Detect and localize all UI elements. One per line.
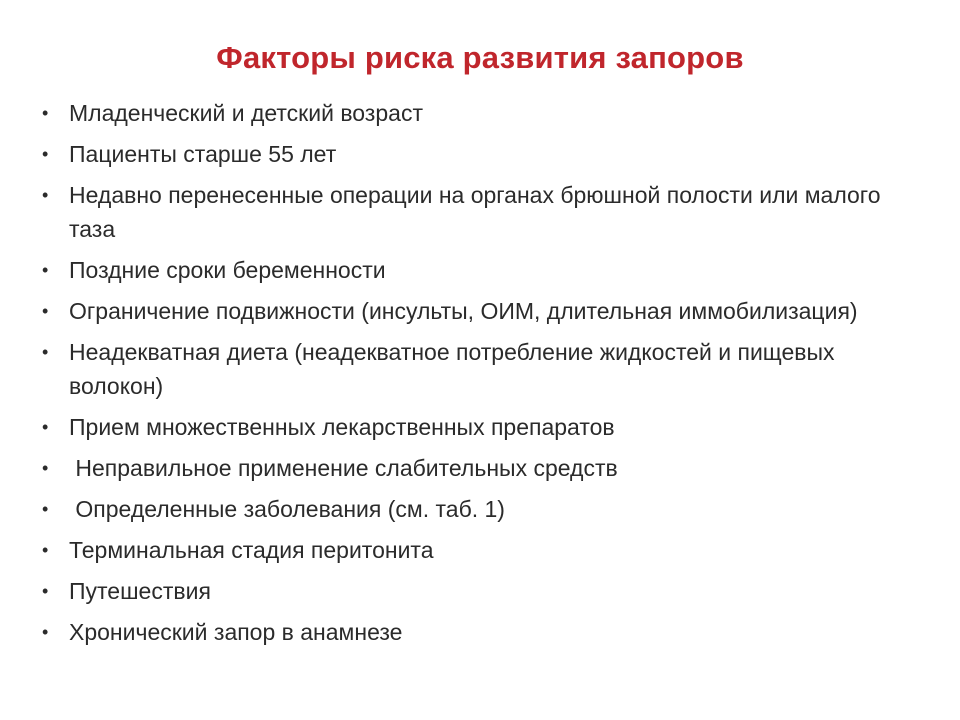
list-item: [42, 574, 912, 608]
list-item-text: Младенческий и детский возраст: [69, 100, 423, 126]
list-item-text: Неправильное применение слабительных средств: [69, 455, 618, 481]
list-item-text: Неадекватная диета (неадекватное потребление жидкостей и пищевых волокон): [69, 339, 841, 399]
list-item-text: Пациенты старше 55 лет: [69, 141, 337, 167]
bullet-icon: •: [42, 103, 49, 123]
risk-factor-list: [42, 96, 912, 656]
bullet-icon: •: [42, 417, 49, 437]
list-item: [42, 533, 912, 567]
list-item: [42, 294, 912, 328]
bullet-icon: •: [42, 301, 49, 321]
list-item-text: Определенные заболевания (см. таб. 1): [69, 496, 505, 522]
list-item-text: Терминальная стадия перитонита: [69, 537, 434, 563]
list-item: [42, 137, 912, 171]
list-item: [42, 451, 912, 485]
bullet-icon: •: [42, 581, 49, 601]
list-item-text: Хронический запор в анамнезе: [69, 619, 403, 645]
list-item: [42, 96, 912, 130]
list-item-text: Поздние сроки беременности: [69, 257, 386, 283]
list-item: [42, 335, 912, 403]
bullet-icon: •: [42, 458, 49, 478]
bullet-icon: •: [42, 622, 49, 642]
slide-title: Факторы риска развития запоров: [216, 40, 744, 75]
bullet-icon: •: [42, 144, 49, 164]
list-item: [42, 253, 912, 287]
bullet-icon: •: [42, 499, 49, 519]
bullet-icon: •: [42, 540, 49, 560]
list-item: [42, 410, 912, 444]
list-item-text: Путешествия: [69, 578, 211, 604]
bullet-icon: •: [42, 185, 49, 205]
list-item-text: Ограничение подвижности (инсульты, ОИМ, длительная иммобилизация): [69, 298, 858, 324]
list-item-text: Недавно перенесенные операции на органах брюшной полости или малого таза: [69, 182, 887, 242]
list-item: [42, 492, 912, 526]
list-item: [42, 615, 912, 649]
list-item: [42, 178, 912, 246]
bullet-icon: •: [42, 260, 49, 280]
list-item-text: Прием множественных лекарственных препаратов: [69, 414, 615, 440]
bullet-icon: •: [42, 342, 49, 362]
